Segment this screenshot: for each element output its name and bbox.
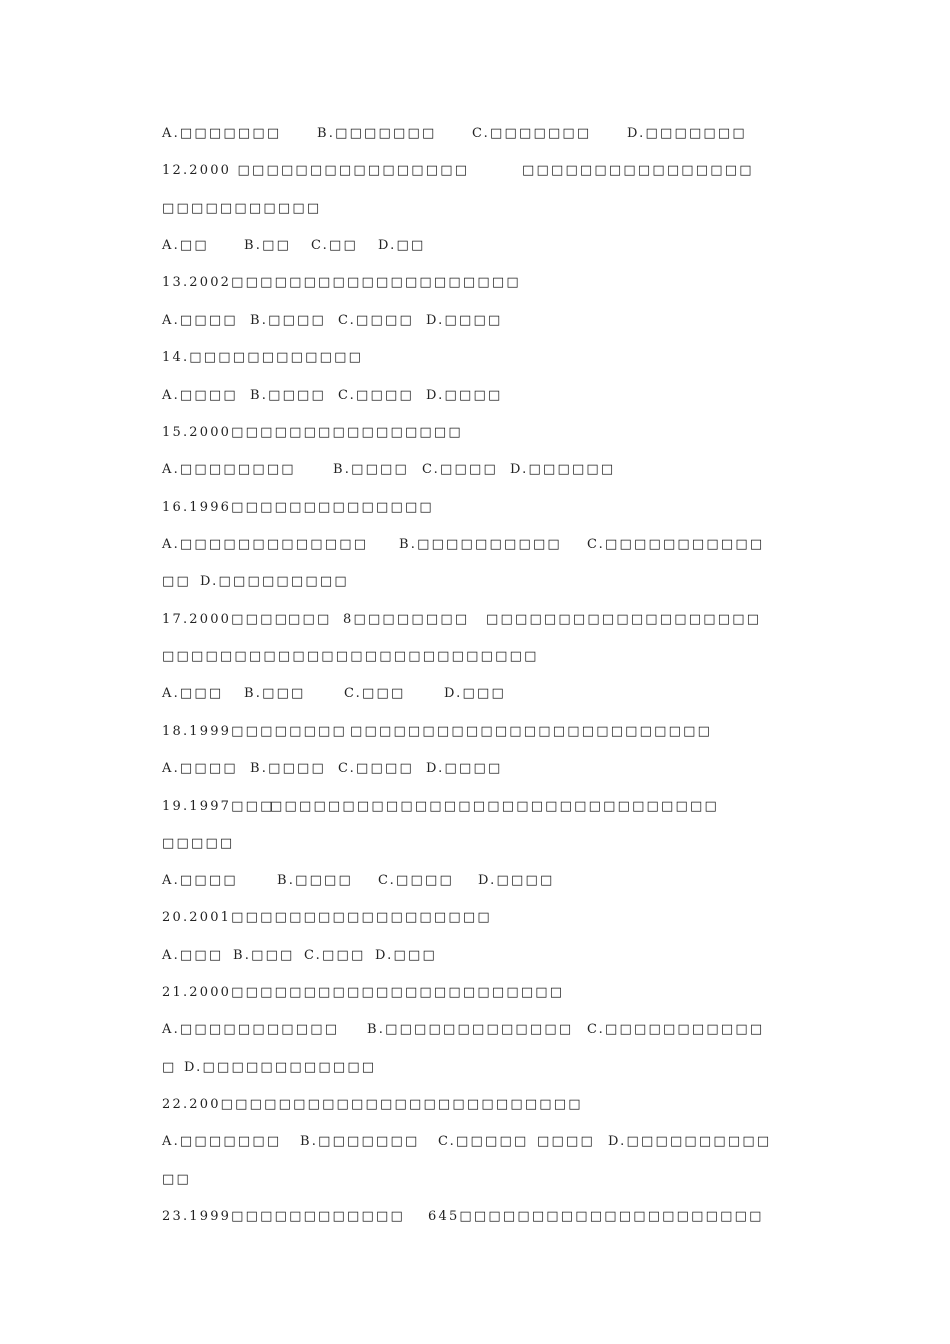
question-text: □□□□□□□□□□□□□□□□ (522, 163, 754, 178)
option-c: C.□□□□ (338, 313, 414, 328)
option-b: B.□□□□ (250, 388, 327, 403)
option-b: B.□□□□ (250, 761, 327, 776)
option-c: C.□□□□□□□ (472, 126, 592, 141)
option-b: B.□□ (244, 238, 292, 253)
question-text: □□□□□□□□□□□ (162, 201, 322, 216)
question-text: 20.2001□□□□□□□□□□□□□□□□□□ (162, 910, 492, 925)
option-d: D.□□□ (444, 686, 506, 701)
option-d-continuation: □□ (162, 1172, 191, 1187)
option-b: B.□□□□□□□□□□□□□ (367, 1022, 574, 1037)
question-text: 18.1999□□□□□□□□ (162, 724, 348, 739)
option-c: C.□□□□□ (438, 1134, 529, 1149)
option-b: B.□□□ (233, 948, 295, 963)
question-text: 21.2000□□□□□□□□□□□□□□□□□□□□□□□ (162, 985, 565, 1000)
option-b: B.□□□□ (250, 313, 327, 328)
option-a: A.□□□□□□□□□□□□□ (162, 537, 369, 552)
option-d: D.□□□□□□□□□□□□ (184, 1060, 377, 1075)
question-text: 23.1999□□□□□□□□□□□□ (162, 1209, 405, 1224)
question-text: □□□□□□□□□□□□□□□□□□□□□□□□□ (350, 724, 713, 739)
option-c: C.□□□ (344, 686, 406, 701)
option-a: A.□□□□□□□ (162, 126, 282, 141)
question-text: 15.2000□□□□□□□□□□□□□□□□ (162, 425, 463, 440)
question-text: 19.1997□□□ (162, 799, 275, 814)
option-b: B.□□□□ (333, 462, 410, 477)
option-c-continuation: □□ (162, 574, 191, 589)
option-c: C.□□□□ (338, 761, 414, 776)
question-text: 8□□□□□□□□ (343, 612, 470, 627)
option-d: D.□□□□ (426, 313, 503, 328)
question-text: □□□□□□□□□□□□□□□□□□□ (486, 612, 762, 627)
question-text: 12.2000 □□□□□□□□□□□□□□□□ (162, 163, 470, 178)
option-c: C.□□□ (304, 948, 366, 963)
option-a: A.□□□□□□□ (162, 1134, 282, 1149)
option-a: A.□□□□ (162, 761, 238, 776)
option-c: C.□□□□□□□□□□□ (587, 1022, 765, 1037)
option-c: C.□□□□ (422, 462, 498, 477)
question-text: 13.2002□□□□□□□□□□□□□□□□□□□□ (162, 275, 521, 290)
option-a: A.□□□ (162, 686, 224, 701)
option-b: B.□□□□ (277, 873, 354, 888)
option-a: A.□□□ (162, 948, 224, 963)
question-text: □□□□□ (162, 836, 235, 851)
question-text: 17.2000□□□□ (162, 612, 290, 627)
option-d: D.□□□□□□□□□ (200, 574, 349, 589)
option-d: D.□□□ (375, 948, 437, 963)
question-text: □□□□□□□□□□□□□□□□□□□□□□□□□□ (162, 649, 539, 664)
option-d: D.□□□□ (426, 388, 503, 403)
option-a: A.□□□□ (162, 388, 238, 403)
option-a: A.□□□□□□□□□□□ (162, 1022, 340, 1037)
option-a: A.□□□□□□□□ (162, 462, 296, 477)
option-d: D.□□□□□□ (510, 462, 616, 477)
option-a: A.□□□□ (162, 313, 238, 328)
option-a: A.□□ (162, 238, 209, 253)
option-d: D.□□□□ (478, 873, 555, 888)
option-c: C.□□ (311, 238, 358, 253)
option-c: C.□□□□ (378, 873, 454, 888)
option-c: C.□□□□□□□□□□□ (587, 537, 765, 552)
option-b: B.□□□ (244, 686, 306, 701)
question-text: 645□□□□□□□□□□□□□□□□□□□□□ (428, 1209, 764, 1224)
option-c-extra: □□□□ (537, 1134, 595, 1149)
option-b: B.□□□□□□□ (300, 1134, 420, 1149)
option-c-continuation: □ (162, 1060, 177, 1075)
question-text: □□□□□□□□□□□□□□□□□□□□□□□□□□□□□□□ (270, 799, 719, 814)
option-d: D.□□□□□□□ (627, 126, 747, 141)
option-b: B.□□□□□□□ (317, 126, 437, 141)
question-text: 14.□□□□□□□□□□□□ (162, 350, 364, 365)
question-text: 22.200□□□□□□□□□□□□□□□□□□□□□□□□□ (162, 1097, 583, 1112)
option-d: D.□□□□□□□□□□ (608, 1134, 772, 1149)
option-b: B.□□□□□□□□□□ (399, 537, 562, 552)
option-d: D.□□ (378, 238, 426, 253)
question-text: 16.1996□□□□□□□□□□□□□□ (162, 500, 434, 515)
question-text: □□□ (288, 612, 332, 627)
option-c: C.□□□□ (338, 388, 414, 403)
option-a: A.□□□□ (162, 873, 238, 888)
option-d: D.□□□□ (426, 761, 503, 776)
